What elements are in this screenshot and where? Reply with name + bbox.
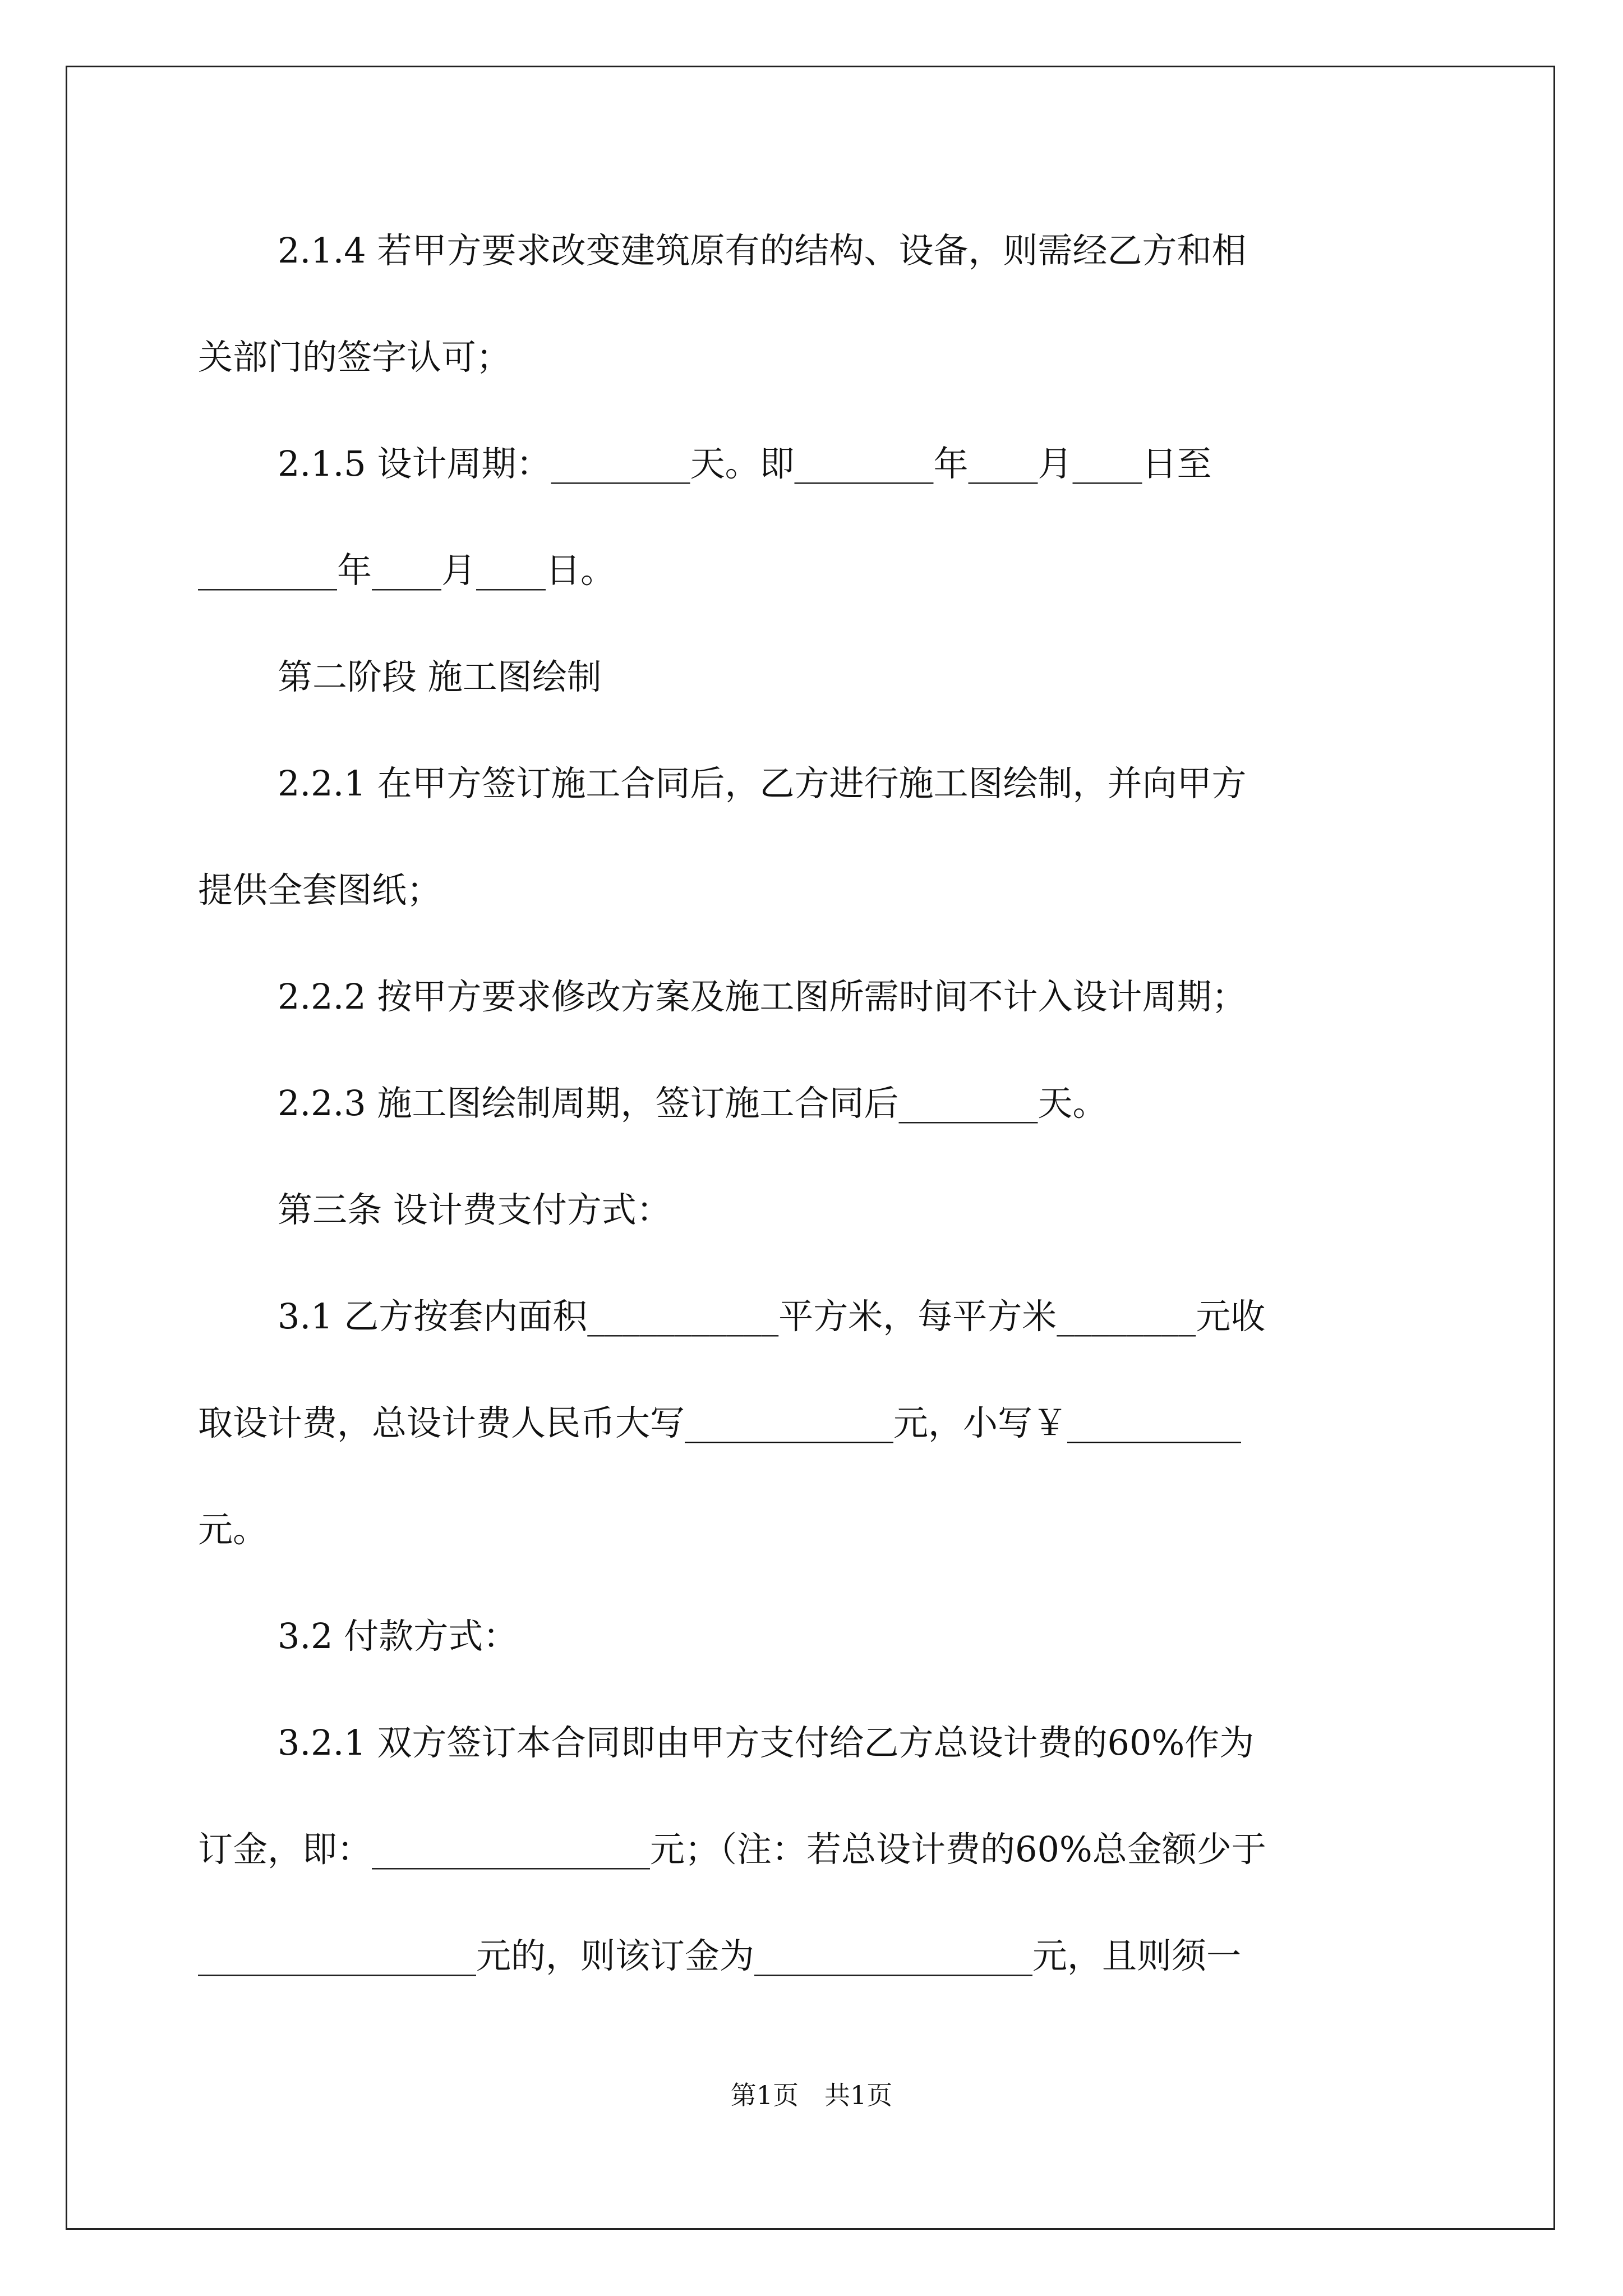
text-line: 2.2.1 在甲方签订施工合同后，乙方进行施工图绘制，并向甲方 <box>278 763 1247 804</box>
text-line: 3.1 乙方按套内面积___________平方米，每平方米________元收 <box>278 1296 1266 1337</box>
text-line: 2.2.3 施工图绘制周期，签订施工合同后________天。 <box>278 1083 1108 1124</box>
text-line: 关部门的签字认可； <box>198 337 511 378</box>
section-heading: 第二阶段 施工图绘制 <box>278 656 602 697</box>
page-number: 第1页 共1页 <box>730 2080 893 2110</box>
text-line: 元。 <box>198 1509 268 1550</box>
text-line: 2.2.2 按甲方要求修改方案及施工图所需时间不计入设计周期； <box>278 976 1247 1017</box>
text-line: 2.1.4 若甲方要求改变建筑原有的结构、设备，则需经乙方和相 <box>278 230 1247 271</box>
text-line: 取设计费，总设计费人民币大写____________元，小写￥__________ <box>198 1402 1242 1443</box>
text-line: 3.2.1 双方签订本合同即由甲方支付给乙方总设计费的60%作为 <box>278 1722 1255 1763</box>
section-heading: 第三条 设计费支付方式： <box>278 1189 671 1230</box>
text-line: ________________元的，则该订金为________________元，且则须一 <box>198 1935 1242 1976</box>
text-line: 2.1.5 设计周期：________天。即________年____月____日至 <box>278 443 1212 484</box>
text-line: ________年____月____日。 <box>198 550 616 591</box>
page-border <box>66 66 1555 2230</box>
text-line: 订金，即：________________元；（注：若总设计费的60%总金额少于 <box>198 1829 1266 1870</box>
text-line: 3.2 付款方式： <box>278 1616 518 1657</box>
text-line: 提供全套图纸； <box>198 869 442 910</box>
